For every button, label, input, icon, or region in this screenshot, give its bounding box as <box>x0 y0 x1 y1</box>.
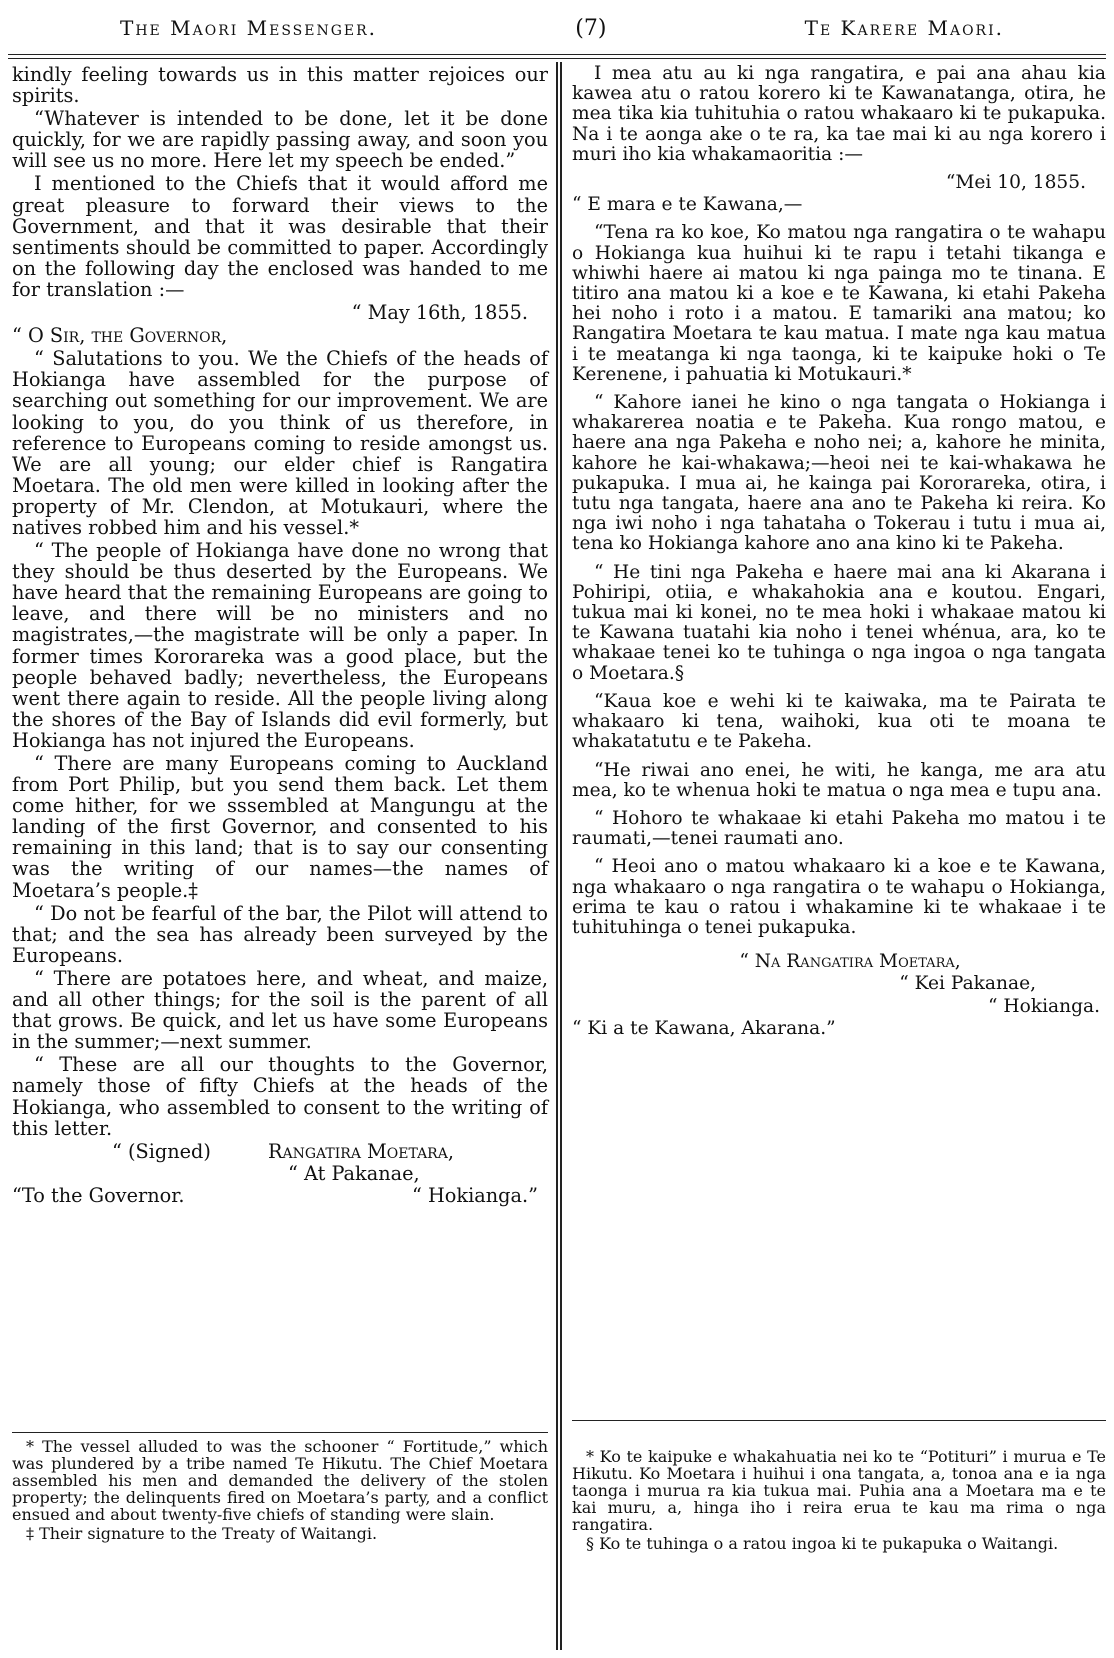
english-paragraph: kindly feeling towards us in this matter rejoices our spirits. <box>12 63 548 108</box>
column-divider <box>556 62 562 1650</box>
maori-letter-paragraph: “ Kahore ianei he kino o nga tangata o Hokianga i whakarerea noatia e te Pakeha. Kua rongo matou, e haere ana nga Pakeha e noho nei; a, kahore he minita, kahore he kai-whakawa;—heoi nei te kai-whakawa he pukapuka. I mua ai, he kainga pai Kororareka, otira, i tutu nga tangata, haere ana ano te Pakeha ki reira. Ko nga iwi noho i nga tahataha o Tokerau i tutu i mua ai, tena ko Hokianga kahore ano ana kino ki te Pakeha. <box>572 392 1106 555</box>
letter-paragraph: “ Salutations to you. We the Chiefs of the heads of Hokianga have assembled for the purpose of searching out something for our improvement. We are looking to you, do you think of us therefore, in reference to Europeans coming to reside amongst us. We are all young; our elder chief is Rangatira Moetara. The old men were killed in looking after the property of Mr. Clendon, at Motukauri, where the natives robbed him and his vessel.* <box>12 347 548 539</box>
maori-column <box>572 64 1106 1041</box>
page-header <box>0 8 1114 48</box>
maori-footnotes <box>572 1448 1106 1554</box>
place-line <box>12 1163 548 1185</box>
page-number: (7) <box>575 15 607 41</box>
maori-letter-paragraph: “He riwai ano enei, he witi, he kanga, me ara atu mea, ko te whenua hoki te matua o nga mea e tupu ana. <box>572 759 1106 801</box>
header-english-title: The Maori Messenger. <box>120 16 378 40</box>
letter-paragraph: “ Do not be fearful of the bar, the Pilot will attend to that; and the sea has already been surveyed by the Europeans. <box>12 901 548 967</box>
letter-salutation: “ O Sir, the Governor, <box>12 324 228 348</box>
letter-date: “ May 16th, 1855. <box>351 301 528 325</box>
maori-signer-district: “ Hokianga. <box>988 995 1100 1017</box>
footnote: ‡ Their signature to the Treaty of Waitangi. <box>26 1524 378 1543</box>
address-line <box>12 1185 548 1207</box>
header-rule <box>8 54 1106 55</box>
maori-letter-paragraph: “ He tini nga Pakeha e haere mai ana ki Akarana i Pohiripi, otiia, e whakahokia ana e koutou. Engari, tukua mai ki konei, no te mea hoki i whakaae matou ki te Kawana tuatahi kia noho i tenei whénua, ara, ko te whakaae tenei ko te tuhinga o nga ingoa o nga tangata o Moetara.§ <box>572 561 1106 684</box>
maori-letter-paragraph: “ Heoi ano o matou whakaaro ki a koe e te Kawana, nga whakaaro o nga rangatira o te wahapu o Hokianga, erima te kau o ratou i whakamine ki te whakaae i te tuhituhinga o tenei pukapuka. <box>572 856 1106 938</box>
letter-paragraph: “ The people of Hokianga have done no wrong that they should be thus deserted by the Europeans. We have heard that the remaining Europeans are going to leave, and there will be no ministers and no magistrates,—the magistrate will be only a paper. In former times Kororareka was a good place, but the people behaved badly; nevertheless, the Europeans went there again to reside. All the people living along the shores of the Bay of Islands did evil formerly, but Hokianga has not injured the Europeans. <box>12 539 548 752</box>
letter-paragraph: “ These are all our thoughts to the Governor, namely those of fifty Chiefs at the heads of the Hokianga, who assembled to consent to the writing of this letter. <box>12 1053 548 1140</box>
maori-letter-paragraph: “ Hohoro te whakaae ki etahi Pakeha mo matou i te raumati,—tenei raumati ano. <box>572 807 1106 850</box>
letter-paragraph: “ There are many Europeans coming to Auckland from Port Philip, but you send them back. Let them come hither, for we sssembled at Mangungu at the landing of the first Governor, and consented to his remaining in this land; that is to say our consenting was the writing of our names—the names of Moetara’s people.‡ <box>12 752 548 902</box>
footnote-rule-right <box>572 1420 1106 1421</box>
signer-district: “ Hokianga.” <box>412 1183 538 1207</box>
maori-letter-salutation: “ E mara e te Kawana,— <box>572 194 803 216</box>
signer-name: Rangatira Moetara, <box>268 1139 454 1163</box>
maori-letter-paragraph: “Kaua koe e wehi ki te kaiwaka, ma te Pairata te whakaaro ki tena, waihoki, kua oti te moana te whakatatutu e te Pakeha. <box>572 690 1106 753</box>
letter-recipient: “To the Governor. <box>12 1183 185 1207</box>
english-paragraph: “Whatever is intended to be done, let it be done quickly, for we are rapidly passing away, and soon you will see us no more. Here let my speech be ended.” <box>12 107 548 173</box>
english-footnotes <box>12 1438 548 1544</box>
maori-signer-name: “ Na Rangatira Moetara, <box>739 951 961 973</box>
maori-signer-place: “ Kei Pakanae, <box>899 973 1036 995</box>
maori-letter-date: “Mei 10, 1855. <box>945 172 1086 194</box>
signature-line <box>12 1141 548 1163</box>
footnote: * The vessel alluded to was the schooner “ Fortitude,” which was plundered by a tribe named Te Hikutu. The Chief Moetara assembled his men and demanded the delivery of the stolen property; the delinquents fired on Moetara’s party, and a conflict ensued and about twenty-five chiefs of standing were slain. <box>12 1437 548 1524</box>
header-rule-double <box>8 58 1106 59</box>
english-paragraph: I mentioned to the Chiefs that it would afford me great pleasure to forward their views to the Government, and that it was desirable that their sentiments should be committed to paper. Accordingly on the following day the enclosed was handed to me for translation :— <box>12 172 548 301</box>
footnote: § Ko te tuhinga o a ratou ingoa ki te pukapuka o Waitangi. <box>586 1534 1059 1553</box>
signer-place: “ At Pakanae, <box>288 1161 420 1185</box>
footnote-rule-left <box>12 1432 548 1433</box>
signed-label: “ (Signed) <box>112 1139 211 1163</box>
english-column <box>12 64 548 1207</box>
maori-letter-recipient: “ Ki a te Kawana, Akarana.” <box>572 1017 836 1039</box>
maori-paragraph: I mea atu au ki nga rangatira, e pai ana ahau kia kawea atu o ratou korero ki te Kawanatanga, otira, he mea tika kia tuhituhia o ratou whakaaro ki te pukapuka. Na i te aonga ake o te ra, ka tae mai ki au nga korero i muri iho kia whakamaoritia :— <box>572 63 1106 165</box>
maori-letter-paragraph: “Tena ra ko koe, Ko matou nga rangatira o te wahapu o Hokianga kua huihui ki te rapu i tetahi tikanga e whiwhi haere ai matou ki nga painga mo te tinana. E titiro ana matou ki a koe e te Kawana, ki etahi Pakeha hei noho i roto i a matou. E tamariki ana matou; ko Rangatira Moetara te kau matua. I mate nga kau matua i te meatanga ki nga taonga, ki te kaipuke hoki o Te Kerenene, i pahuatia ki Motukauri.* <box>572 222 1106 385</box>
letter-paragraph: “ There are potatoes here, and wheat, and maize, and all other things; for the soil is the parent of all that grows. Be quick, and let us have some Europeans in the summer;—next summer. <box>12 966 548 1054</box>
footnote: * Ko te kaipuke e whakahuatia nei ko te “Potituri” i murua e Te Hikutu. Ko Moetara i huihui i ona tangata, a, tonoa ana e ia nga taonga i murua ra kia tukua mai. Puhia ana a Moetara ma e te kai muru, a, hinga iho i reira erua te kau ma rima o nga rangatira. <box>572 1447 1106 1534</box>
header-maori-title: Te Karere Maori. <box>804 16 1004 40</box>
